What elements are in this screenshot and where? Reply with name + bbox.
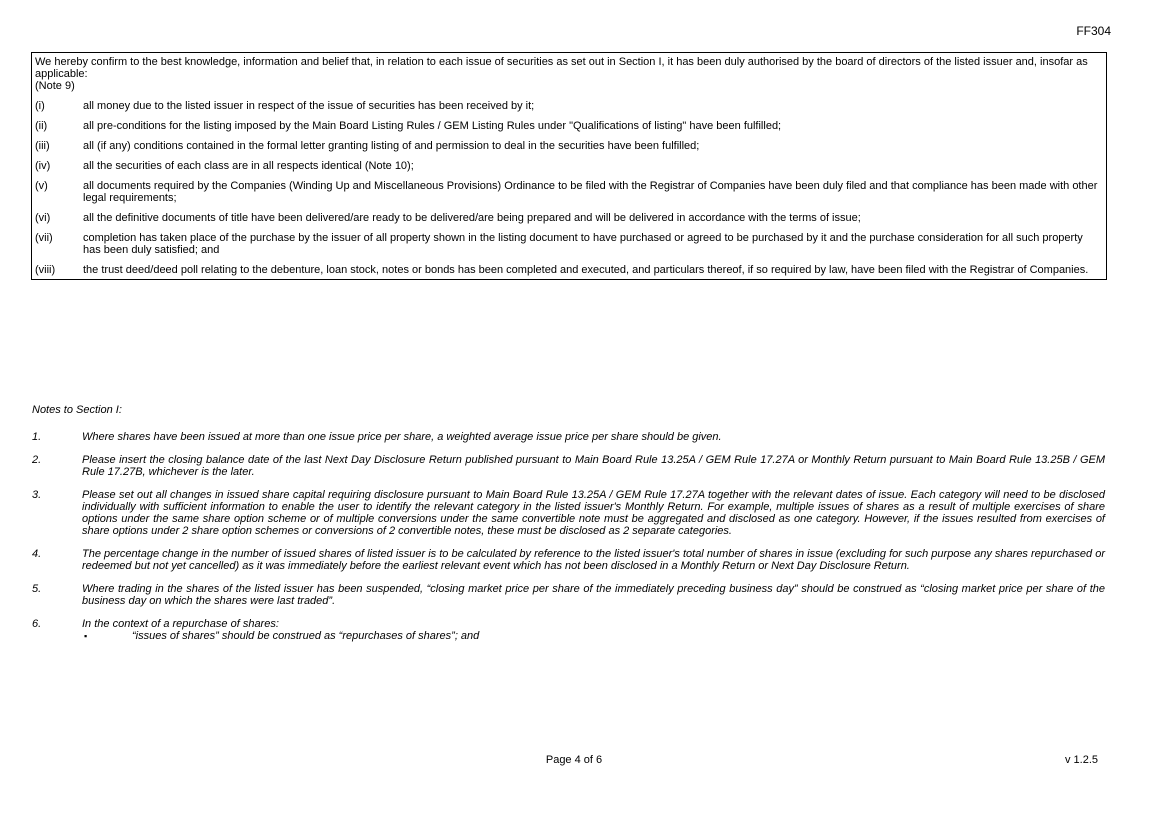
notes-section	[32, 404, 1105, 642]
note-number: 4.	[32, 548, 42, 560]
item-number: (vi)	[35, 212, 51, 224]
note-reference: (Note 9)	[35, 80, 75, 92]
note-number: 6.	[32, 618, 42, 630]
item-text: all (if any) conditions contained in the formal letter granting listing of and permission to deal in the securities have been fulfilled;	[83, 140, 700, 152]
item-number: (vii)	[35, 232, 53, 244]
note-text: Please set out all changes in issued share capital requiring disclosure pursuant to Main Board Rule 13.25A / GEM Rule 17.27A together with the relevant dates of issue. Each category will need to be disclosed individually with sufficient information to enable the user to identify the relevant category in the listed issuer's Monthly Return. For example, multiple issues of shares as a result of multiple exercises of share options under the same share option scheme or of multiple conversions under the same convertible note must be aggregated and disclosed as one category. However, if the issues resulted from exercises of share options under 2 share option schemes or conversions of 2 convertible notes, these must be disclosed as 2 separate categories.	[82, 489, 1105, 537]
item-number: (iv)	[35, 160, 51, 172]
note-text: Where trading in the shares of the listed issuer has been suspended, “closing market price per share of the immediately preceding business day” should be construed as “closing market price per share of the business day on which the shares were last traded”.	[82, 583, 1105, 607]
item-number: (viii)	[35, 264, 56, 276]
confirmation-item	[35, 180, 1102, 204]
bullet-text: “issues of shares” should be construed as “repurchases of shares”; and	[132, 630, 480, 642]
note-item	[32, 548, 1105, 572]
item-text: all documents required by the Companies (Winding Up and Miscellaneous Provisions) Ordinance to be filed with the Registrar of Companies have been duly filed and that compliance has been made with other legal requirements;	[83, 180, 1098, 204]
item-text: all the securities of each class are in all respects identical (Note 10);	[83, 160, 414, 172]
notes-heading: Notes to Section I:	[32, 404, 122, 416]
item-text: all money due to the listed issuer in respect of the issue of securities has been received by it;	[83, 100, 535, 112]
confirmation-item	[35, 100, 1102, 112]
version-label: v 1.2.5	[1064, 754, 1098, 766]
item-number: (i)	[35, 100, 45, 112]
confirmation-item	[35, 264, 1102, 276]
note-number: 2.	[32, 454, 42, 466]
note-item	[32, 454, 1105, 478]
confirmation-intro: We hereby confirm to the best knowledge, information and belief that, in relation to each issue of securities as set out in Section I, it has been duly authorised by the board of directors of the listed issuer and, insofar as applicable:	[35, 56, 1088, 80]
note-text-line: In the context of a repurchase of shares:	[82, 618, 279, 630]
note-number: 3.	[32, 489, 42, 501]
item-text: the trust deed/deed poll relating to the debenture, loan stock, notes or bonds has been completed and executed, and particulars thereof, if so required by law, have been filed with the Registrar of Companies.	[83, 264, 1089, 276]
item-number: (iii)	[35, 140, 50, 152]
confirmation-item	[35, 120, 1102, 132]
confirmation-box	[31, 52, 1107, 280]
note-bullet	[32, 630, 1105, 642]
confirmation-item	[35, 212, 1102, 224]
form-code: FF304	[1076, 24, 1111, 38]
item-text: all pre-conditions for the listing imposed by the Main Board Listing Rules / GEM Listing Rules under "Qualifications of listing" have been fulfilled;	[83, 120, 782, 132]
item-number: (ii)	[35, 120, 48, 132]
note-text: Please insert the closing balance date of the last Next Day Disclosure Return published pursuant to Main Board Rule 13.25A / GEM Rule 17.27A or Monthly Return pursuant to Main Board Rule 13.25B / GEM Rule 17.27B, whichever is the later.	[82, 454, 1105, 478]
item-number: (v)	[35, 180, 48, 192]
page-number: Page 4 of 6	[545, 754, 603, 766]
note-text: The percentage change in the number of issued shares of listed issuer is to be calculated by reference to the listed issuer's total number of shares in issue (excluding for such purpose any shares repurchased or redeemed but not yet cancelled) as it was immediately before the earliest relevant event which has not been disclosed in a Monthly Return or Next Day Disclosure Return.	[82, 548, 1105, 572]
note-item	[32, 583, 1105, 607]
confirmation-item	[35, 160, 1102, 172]
note-item	[32, 431, 1105, 443]
note-item	[32, 618, 1105, 630]
note-text	[82, 618, 1105, 630]
item-text: completion has taken place of the purchase by the issuer of all property shown in the listing document to have purchased or agreed to be purchased by it and the purchase consideration for all such property has been duly satisfied; and	[83, 232, 1083, 256]
note-number: 1.	[32, 431, 42, 443]
note-number: 5.	[32, 583, 42, 595]
note-text: Where shares have been issued at more than one issue price per share, a weighted average issue price per share should be given.	[82, 431, 722, 443]
confirmation-item	[35, 140, 1102, 152]
confirmation-item	[35, 232, 1102, 256]
item-text: all the definitive documents of title have been delivered/are ready to be delivered/are being prepared and will be delivered in accordance with the terms of issue;	[83, 212, 861, 224]
bullet-icon: ▪	[84, 631, 88, 641]
note-item	[32, 489, 1105, 537]
